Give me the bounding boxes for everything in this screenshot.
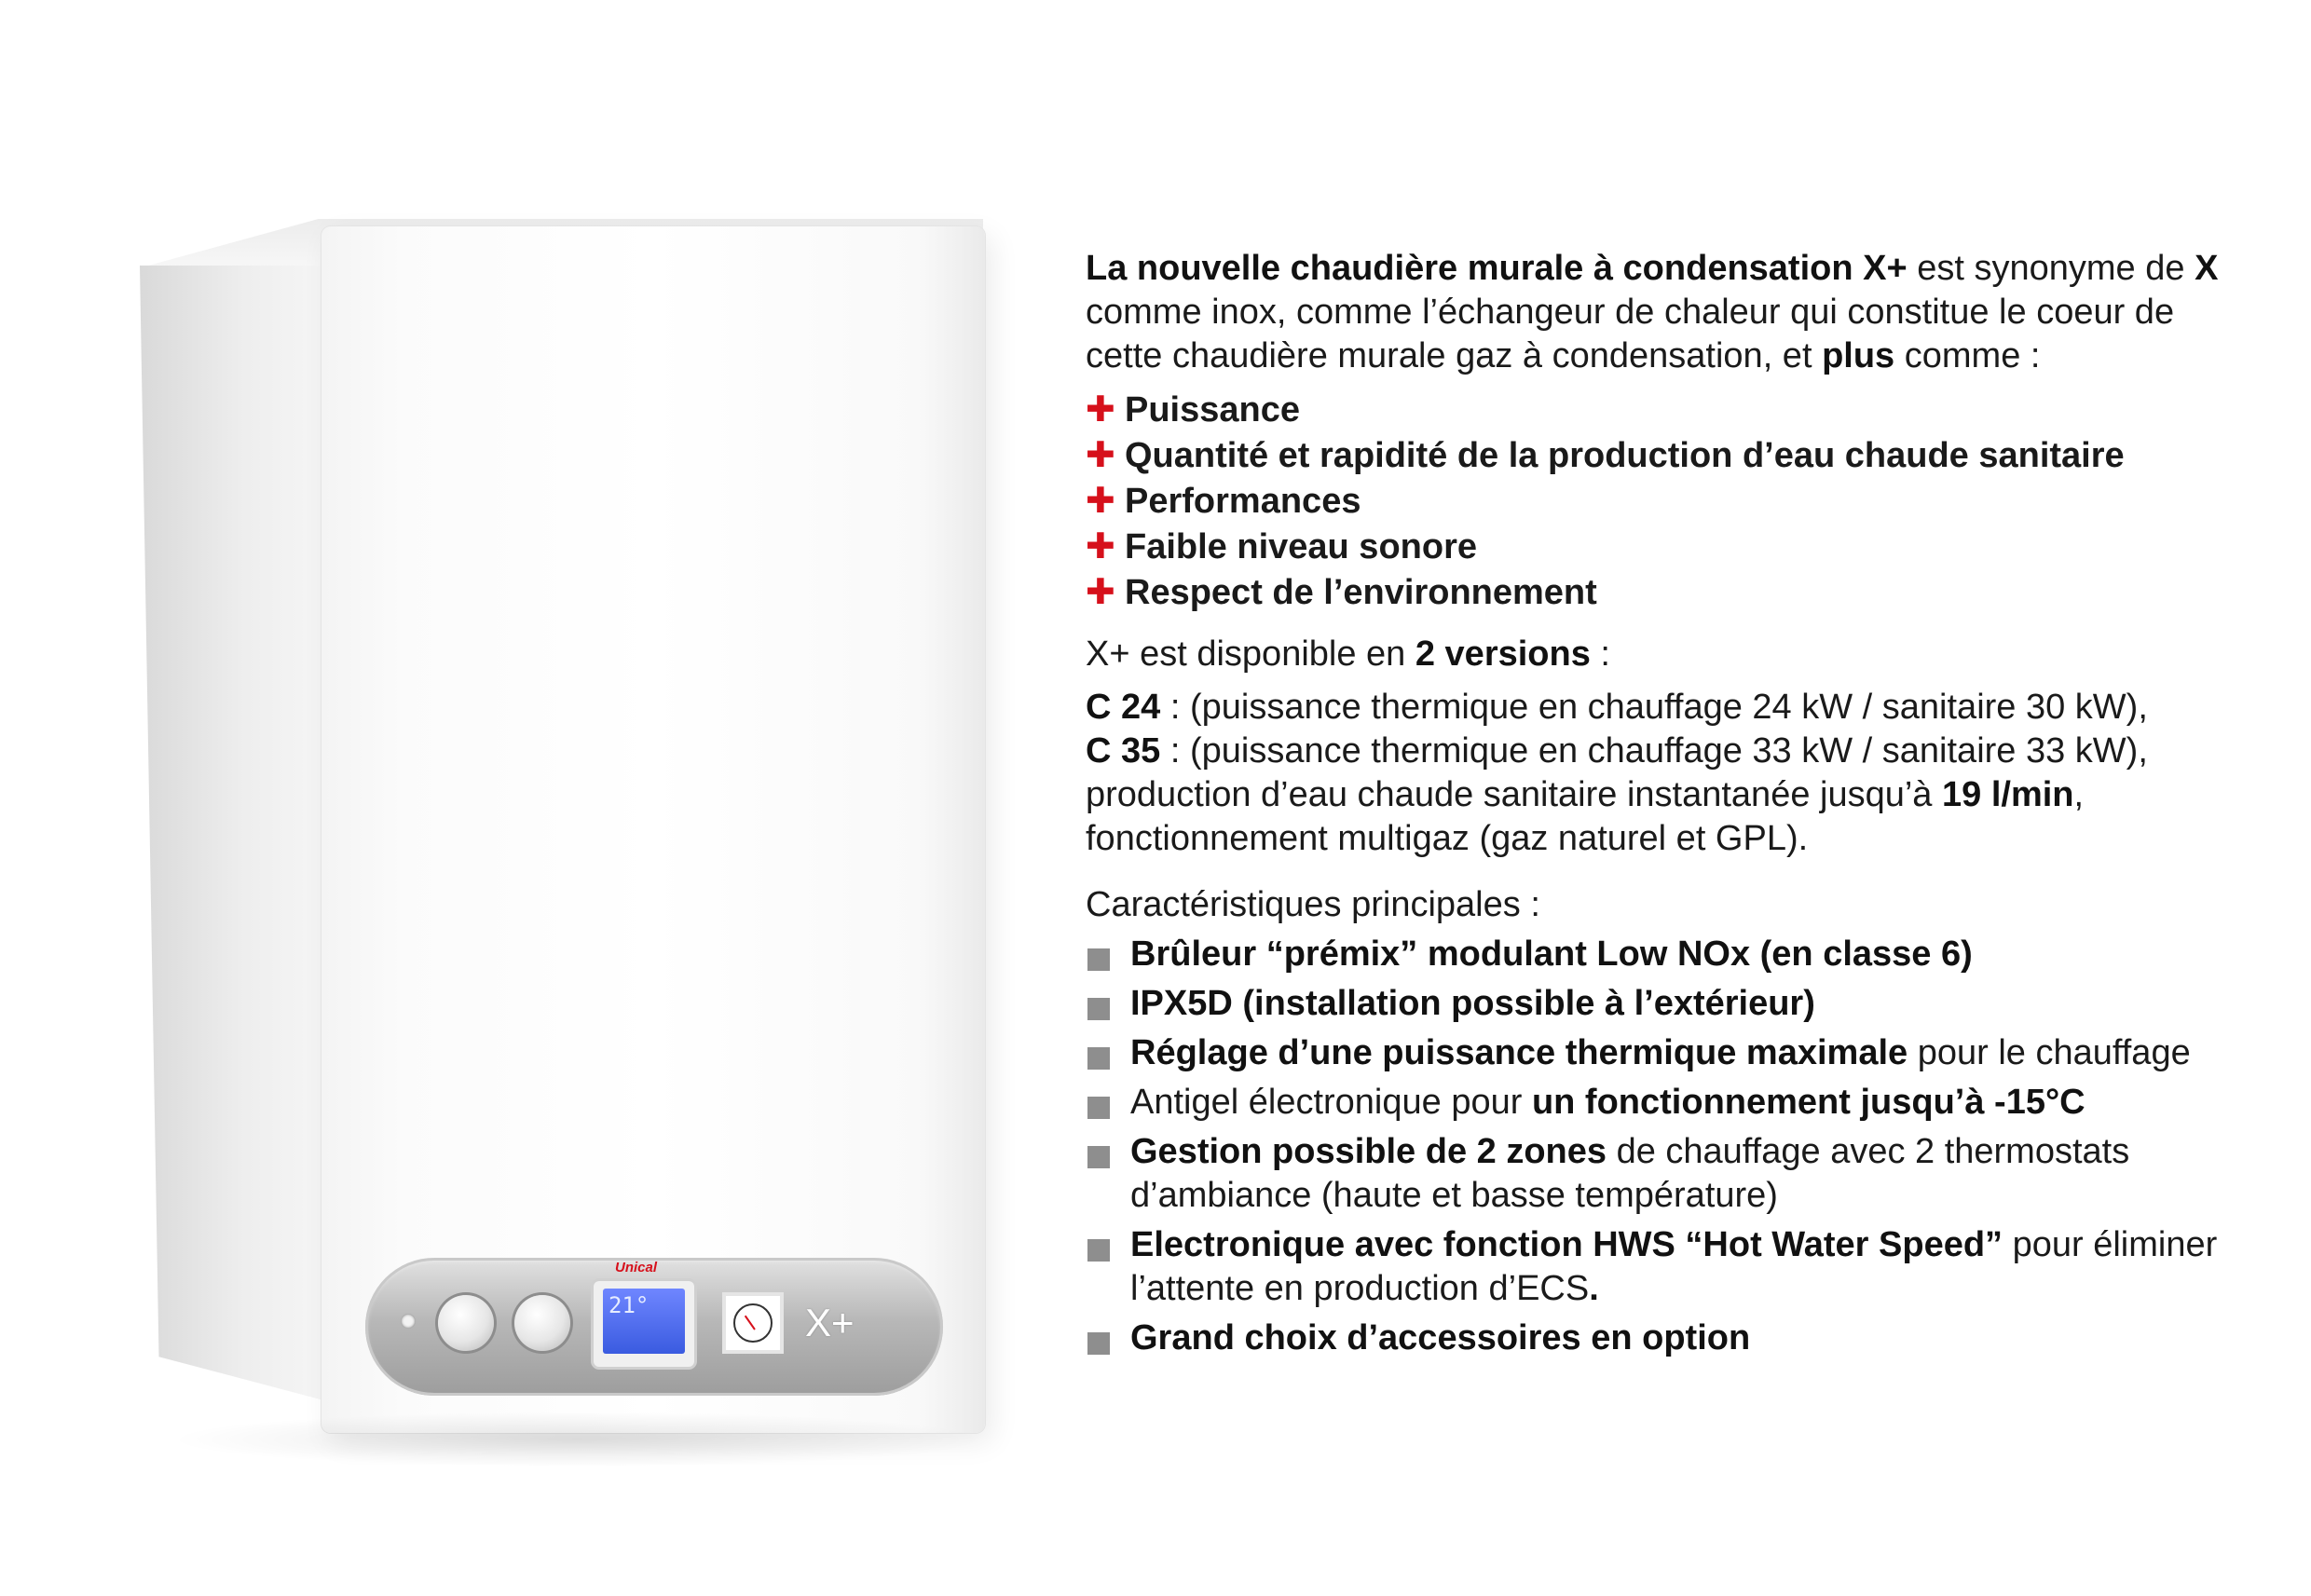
gauge-needle [745,1316,756,1330]
plus-list [1086,388,2232,616]
lcd-frame [594,1281,694,1367]
feature-bold: Electronique avec fonction HWS “Hot Water Speed” [1130,1225,2003,1264]
features-list [1086,933,2232,1360]
c35-text: : (puissance thermique en chauffage 33 kW / sanitaire 33 kW), production d’eau chaude sanitaire instantanée jusqu’à [1086,731,2148,814]
feature-text: de chauffage avec 2 thermostats d’ambiance (haute et basse température) [1130,1132,2130,1215]
plus-item-label: Quantité et rapidité de la production d’eau chaude sanitaire [1125,436,2125,475]
versions-text-1: X+ est disponible en [1086,634,1415,674]
list-item [1086,933,2232,976]
list-item [1086,525,2232,570]
version-c24 [1086,686,2232,730]
control-panel [365,1258,943,1396]
c35-flow: 19 l/min [1942,775,2074,814]
versions-text-2: : [1590,634,1610,674]
list-item [1086,1316,2232,1360]
c24-label: C 24 [1086,688,1161,727]
list-item [1086,1130,2232,1218]
intro-text-2: comme inox, comme l’échangeur de chaleur qui constitue le coeur de cette chaudière murale gaz à condensation, et [1086,293,2175,375]
c35-label: C 35 [1086,731,1161,771]
list-item [1086,388,2232,433]
list-item [1086,433,2232,479]
plus-icon: ✚ [1086,390,1115,430]
list-item [1086,1031,2232,1075]
plus-icon: ✚ [1086,573,1115,612]
feature-pre: Antigel électronique pour [1130,1083,1532,1122]
indicator-light [401,1314,416,1329]
plus-item-label: Puissance [1125,390,1300,430]
intro-bold-x: X [2195,249,2219,288]
plus-icon: ✚ [1086,436,1115,475]
feature-bold: Réglage d’une puissance thermique maximale [1130,1033,1908,1072]
c35-end: , fonctionnement multigaz (gaz naturel et GPL). [1086,775,2085,858]
gauge-dial-icon [733,1303,773,1343]
lcd-display: 21° [603,1289,685,1354]
list-item [1086,1081,2232,1125]
model-mark: X+ [805,1301,855,1344]
boiler-side [140,266,331,1402]
list-item [1086,479,2232,525]
pressure-gauge [722,1292,784,1354]
list-item [1086,1223,2232,1311]
feature-bold: IPX5D (installation possible à l’extérieur) [1130,984,1815,1023]
plus-icon: ✚ [1086,482,1115,521]
description-text [1086,247,2232,1366]
intro-text-1: est synonyme de [1907,249,2195,288]
feature-text: pour éliminer l’attente en production d’ECS [1130,1225,2218,1308]
plus-item-label: Respect de l’environnement [1125,573,1597,612]
feature-text: pour le chauffage [1908,1033,2191,1072]
boiler-shadow [168,1412,988,1467]
intro-paragraph [1086,247,2232,378]
plus-item-label: Performances [1125,482,1361,521]
plus-icon: ✚ [1086,527,1115,566]
features-heading: Caractéristiques principales : [1086,885,1540,924]
feature-bold: Grand choix d’accessoires en option [1130,1318,1751,1357]
boiler-illustration [130,219,1006,1449]
plus-item-label: Faible niveau sonore [1125,527,1477,566]
heating-knob [438,1295,494,1351]
square-bullet-icon [1087,998,1110,1020]
intro-text-3: comme : [1894,336,2041,375]
feature-bold: Gestion possible de 2 zones [1130,1132,1607,1171]
feature-bold: un fonctionnement jusqu’à -15°C [1531,1083,2085,1122]
feature-bold: Brûleur “prémix” modulant Low NOx (en classe 6) [1130,934,1973,974]
intro-bold-title: La nouvelle chaudière murale à condensation X+ [1086,249,1908,288]
intro-bold-plus: plus [1822,336,1895,375]
c24-text: : (puissance thermique en chauffage 24 kW / sanitaire 30 kW), [1160,688,2148,727]
square-bullet-icon [1087,1239,1110,1262]
brand-logo: Unical [615,1260,658,1275]
square-bullet-icon [1087,948,1110,971]
version-c35 [1086,730,2232,861]
feature-end: . [1589,1269,1599,1308]
list-item [1086,982,2232,1026]
boiler-front [321,226,985,1433]
square-bullet-icon [1087,1097,1110,1119]
versions-bold: 2 versions [1415,634,1591,674]
square-bullet-icon [1087,1332,1110,1355]
square-bullet-icon [1087,1146,1110,1168]
list-item [1086,570,2232,616]
versions-heading [1086,633,2232,676]
square-bullet-icon [1087,1047,1110,1070]
water-knob [514,1295,570,1351]
